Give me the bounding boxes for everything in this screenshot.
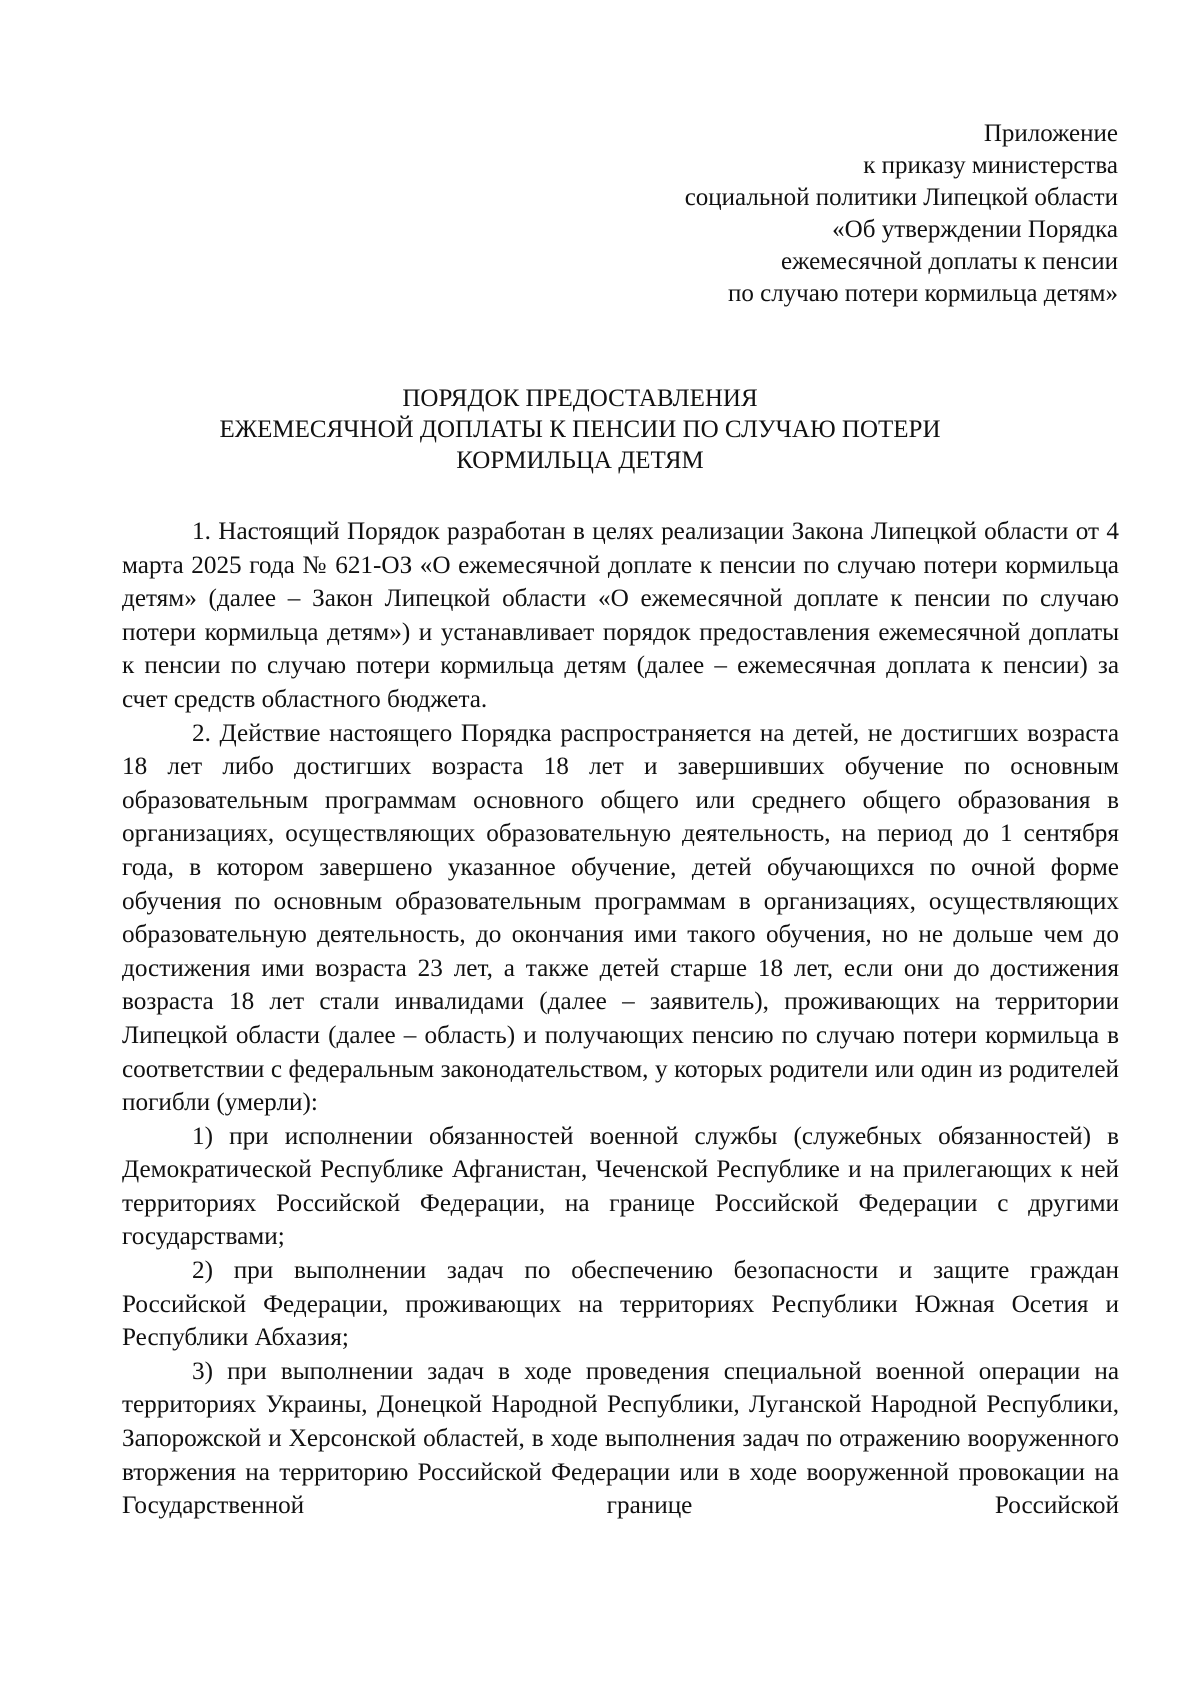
appendix-line: Приложение [983, 120, 1118, 147]
title-line: ЕЖЕМЕСЯЧНОЙ ДОПЛАТЫ К ПЕНСИИ ПО СЛУЧАЮ ПОТЕРИ [219, 416, 941, 443]
title-line: КОРМИЛЬЦА ДЕТЯМ [456, 447, 704, 474]
appendix-line: социальной политики Липецкой области [684, 184, 1118, 211]
appendix-line: к приказу министерства [863, 152, 1118, 179]
appendix-block [498, 118, 1118, 310]
paragraph-1: 1. Настоящий Порядок разработан в целях реализации Закона Липецкой области от 4 марта 2025 года № 621-ОЗ «О ежемесячной доплате к пенсии по случаю потери кормильца детям» (далее – Закон Липецкой области «О ежемесячной доплате к пенсии по случаю потери кормильца детям») и устанавливает порядок предоставления ежемесячной доплаты к пенсии по случаю потери кормильца детям (далее – ежемесячная доплата к пенсии) за счет средств областного бюджета. [122, 518, 1119, 713]
appendix-line: ежемесячной доплаты к пенсии [781, 248, 1118, 275]
list-item-3: 3) при выполнении задач в ходе проведения специальной военной операции на территориях Украины, Донецкой Народной Республики, Луганской Народной Республики, Запорожской и Херсонской областей, в ходе выполнения задач по отражению вооруженного вторжения на территорию Российской Федерации или в ходе вооруженной провокации на Государственной границе Российской [122, 1357, 1119, 1520]
document-body [122, 515, 1119, 1523]
appendix-line: «Об утверждении Порядка [832, 216, 1118, 243]
appendix-line: по случаю потери кормильца детям» [727, 280, 1118, 307]
list-item-1: 1) при исполнении обязанностей военной службы (служебных обязанностей) в Демократической Республике Афганистан, Чеченской Республике и на прилегающих к ней территориях Российской Федерации, на границе Российской Федерации с другими государствами; [122, 1122, 1119, 1251]
paragraph-2: 2. Действие настоящего Порядка распространяется на детей, не достигших возраста 18 лет либо достигших возраста 18 лет и завершивших обучение по основным образовательным программам основного общего или среднего общего образования в организациях, осуществляющих образовательную деятельность, на период до 1 сентября года, в котором завершено указанное обучение, детей обучающихся по очной форме обучения по основным образовательным программам в организациях, осуществляющих образовательную деятельность, до окончания ими такого обучения, но не дольше чем до достижения ими возраста 23 лет, а также детей старше 18 лет, если они до достижения возраста 18 лет стали инвалидами (далее – заявитель), проживающих на территории Липецкой области (далее – область) и получающих пенсию по случаю потери кормильца в соответствии с федеральным законодательством, у которых родители или один из родителей погибли (умерли): [122, 719, 1119, 1117]
document-title [130, 383, 1030, 476]
title-line: ПОРЯДОК ПРЕДОСТАВЛЕНИЯ [402, 385, 758, 412]
list-item-2: 2) при выполнении задач по обеспечению безопасности и защите граждан Российской Федерации, проживающих на территориях Республики Южная Осетия и Республики Абхазия; [122, 1257, 1119, 1352]
